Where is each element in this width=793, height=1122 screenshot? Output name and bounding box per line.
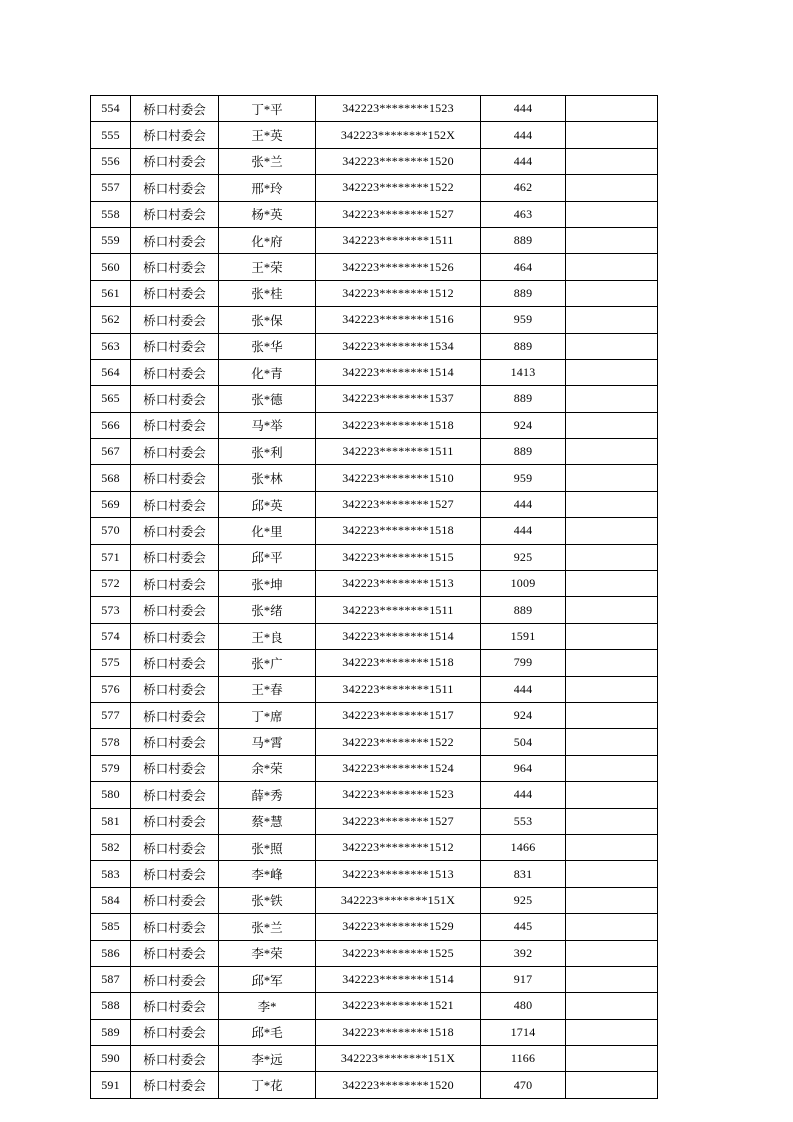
cell-no: 591 — [91, 1072, 131, 1098]
cell-org: 桥口村委会 — [131, 412, 219, 438]
cell-blank — [566, 808, 658, 834]
cell-no: 581 — [91, 808, 131, 834]
cell-blank — [566, 439, 658, 465]
cell-org: 桥口村委会 — [131, 650, 219, 676]
cell-no: 555 — [91, 122, 131, 148]
table-row — [91, 254, 658, 280]
cell-amount: 445 — [481, 914, 566, 940]
cell-name: 李* — [219, 993, 316, 1019]
cell-org: 桥口村委会 — [131, 280, 219, 306]
cell-blank — [566, 544, 658, 570]
cell-blank — [566, 280, 658, 306]
cell-no: 582 — [91, 834, 131, 860]
cell-amount: 1009 — [481, 571, 566, 597]
cell-amount: 1466 — [481, 834, 566, 860]
cell-id: 342223********1513 — [316, 861, 481, 887]
cell-org: 桥口村委会 — [131, 1019, 219, 1045]
cell-no: 573 — [91, 597, 131, 623]
cell-blank — [566, 993, 658, 1019]
cell-org: 桥口村委会 — [131, 544, 219, 570]
cell-id: 342223********1523 — [316, 782, 481, 808]
cell-name: 张*广 — [219, 650, 316, 676]
table-row — [91, 280, 658, 306]
table-row — [91, 122, 658, 148]
table-row — [91, 465, 658, 491]
table-row — [91, 227, 658, 253]
cell-org: 桥口村委会 — [131, 175, 219, 201]
cell-no: 565 — [91, 386, 131, 412]
table-row — [91, 96, 658, 122]
table-row — [91, 782, 658, 808]
cell-no: 567 — [91, 439, 131, 465]
cell-amount: 889 — [481, 439, 566, 465]
cell-org: 桥口村委会 — [131, 966, 219, 992]
table-row — [91, 175, 658, 201]
table-row — [91, 887, 658, 913]
table-row — [91, 623, 658, 649]
cell-org: 桥口村委会 — [131, 518, 219, 544]
table-row — [91, 1019, 658, 1045]
cell-blank — [566, 861, 658, 887]
cell-amount: 889 — [481, 227, 566, 253]
table-row — [91, 1046, 658, 1072]
cell-amount: 959 — [481, 465, 566, 491]
cell-amount: 444 — [481, 491, 566, 517]
cell-name: 张*利 — [219, 439, 316, 465]
cell-amount: 1413 — [481, 359, 566, 385]
beneficiary-table — [90, 95, 658, 1099]
cell-org: 桥口村委会 — [131, 887, 219, 913]
cell-amount: 889 — [481, 280, 566, 306]
cell-name: 薛*秀 — [219, 782, 316, 808]
cell-org: 桥口村委会 — [131, 676, 219, 702]
cell-no: 556 — [91, 148, 131, 174]
cell-name: 李*荣 — [219, 940, 316, 966]
cell-blank — [566, 1019, 658, 1045]
cell-amount: 444 — [481, 96, 566, 122]
cell-org: 桥口村委会 — [131, 1046, 219, 1072]
cell-name: 张*坤 — [219, 571, 316, 597]
cell-blank — [566, 175, 658, 201]
table-row — [91, 993, 658, 1019]
cell-name: 张*绪 — [219, 597, 316, 623]
cell-id: 342223********1514 — [316, 359, 481, 385]
cell-amount: 392 — [481, 940, 566, 966]
cell-no: 561 — [91, 280, 131, 306]
cell-id: 342223********1512 — [316, 280, 481, 306]
cell-no: 580 — [91, 782, 131, 808]
cell-no: 588 — [91, 993, 131, 1019]
cell-no: 557 — [91, 175, 131, 201]
cell-blank — [566, 333, 658, 359]
cell-amount: 462 — [481, 175, 566, 201]
cell-amount: 889 — [481, 333, 566, 359]
cell-blank — [566, 729, 658, 755]
cell-id: 342223********1529 — [316, 914, 481, 940]
table-row — [91, 386, 658, 412]
table-row — [91, 359, 658, 385]
cell-id: 342223********1510 — [316, 465, 481, 491]
cell-amount: 917 — [481, 966, 566, 992]
cell-name: 丁*席 — [219, 702, 316, 728]
cell-name: 张*林 — [219, 465, 316, 491]
cell-org: 桥口村委会 — [131, 96, 219, 122]
cell-blank — [566, 623, 658, 649]
cell-no: 554 — [91, 96, 131, 122]
cell-name: 余*荣 — [219, 755, 316, 781]
cell-blank — [566, 227, 658, 253]
cell-id: 342223********1518 — [316, 1019, 481, 1045]
cell-no: 583 — [91, 861, 131, 887]
cell-id: 342223********1520 — [316, 1072, 481, 1098]
cell-org: 桥口村委会 — [131, 702, 219, 728]
cell-blank — [566, 887, 658, 913]
cell-blank — [566, 307, 658, 333]
cell-no: 563 — [91, 333, 131, 359]
cell-org: 桥口村委会 — [131, 834, 219, 860]
table-row — [91, 201, 658, 227]
cell-blank — [566, 518, 658, 544]
cell-no: 578 — [91, 729, 131, 755]
cell-name: 王*英 — [219, 122, 316, 148]
table-row — [91, 491, 658, 517]
cell-id: 342223********1527 — [316, 808, 481, 834]
cell-amount: 444 — [481, 148, 566, 174]
cell-name: 丁*平 — [219, 96, 316, 122]
cell-amount: 470 — [481, 1072, 566, 1098]
table-row — [91, 755, 658, 781]
cell-org: 桥口村委会 — [131, 571, 219, 597]
cell-no: 562 — [91, 307, 131, 333]
cell-blank — [566, 254, 658, 280]
cell-id: 342223********1514 — [316, 966, 481, 992]
cell-name: 王*荣 — [219, 254, 316, 280]
cell-blank — [566, 834, 658, 860]
cell-amount: 553 — [481, 808, 566, 834]
cell-no: 586 — [91, 940, 131, 966]
cell-no: 585 — [91, 914, 131, 940]
cell-name: 张*保 — [219, 307, 316, 333]
cell-no: 564 — [91, 359, 131, 385]
cell-id: 342223********1524 — [316, 755, 481, 781]
cell-org: 桥口村委会 — [131, 597, 219, 623]
cell-amount: 444 — [481, 122, 566, 148]
cell-no: 560 — [91, 254, 131, 280]
cell-id: 342223********1525 — [316, 940, 481, 966]
table-row — [91, 729, 658, 755]
table-row — [91, 439, 658, 465]
table-row — [91, 412, 658, 438]
table-row — [91, 702, 658, 728]
cell-org: 桥口村委会 — [131, 755, 219, 781]
table-row — [91, 597, 658, 623]
cell-org: 桥口村委会 — [131, 227, 219, 253]
cell-name: 邱*英 — [219, 491, 316, 517]
cell-amount: 964 — [481, 755, 566, 781]
cell-org: 桥口村委会 — [131, 808, 219, 834]
cell-id: 342223********1513 — [316, 571, 481, 597]
cell-id: 342223********1511 — [316, 676, 481, 702]
table-body — [91, 96, 658, 1099]
cell-id: 342223********1516 — [316, 307, 481, 333]
cell-id: 342223********1522 — [316, 175, 481, 201]
cell-amount: 463 — [481, 201, 566, 227]
cell-id: 342223********1523 — [316, 96, 481, 122]
cell-id: 342223********1515 — [316, 544, 481, 570]
cell-org: 桥口村委会 — [131, 914, 219, 940]
cell-blank — [566, 412, 658, 438]
cell-name: 王*春 — [219, 676, 316, 702]
cell-no: 566 — [91, 412, 131, 438]
cell-amount: 831 — [481, 861, 566, 887]
cell-id: 342223********1511 — [316, 227, 481, 253]
cell-amount: 444 — [481, 518, 566, 544]
cell-name: 张*兰 — [219, 148, 316, 174]
cell-blank — [566, 122, 658, 148]
cell-amount: 444 — [481, 676, 566, 702]
table-row — [91, 1072, 658, 1098]
cell-no: 572 — [91, 571, 131, 597]
cell-amount: 925 — [481, 544, 566, 570]
cell-id: 342223********1517 — [316, 702, 481, 728]
cell-blank — [566, 96, 658, 122]
cell-org: 桥口村委会 — [131, 940, 219, 966]
cell-org: 桥口村委会 — [131, 993, 219, 1019]
cell-id: 342223********1534 — [316, 333, 481, 359]
table-row — [91, 307, 658, 333]
cell-blank — [566, 1072, 658, 1098]
cell-id: 342223********1526 — [316, 254, 481, 280]
table-row — [91, 966, 658, 992]
cell-org: 桥口村委会 — [131, 729, 219, 755]
cell-amount: 924 — [481, 702, 566, 728]
cell-org: 桥口村委会 — [131, 386, 219, 412]
cell-blank — [566, 201, 658, 227]
cell-org: 桥口村委会 — [131, 465, 219, 491]
cell-id: 342223********1522 — [316, 729, 481, 755]
cell-blank — [566, 676, 658, 702]
cell-id: 342223********151X — [316, 887, 481, 913]
table-row — [91, 333, 658, 359]
table-row — [91, 914, 658, 940]
cell-id: 342223********1518 — [316, 518, 481, 544]
cell-name: 张*照 — [219, 834, 316, 860]
cell-no: 571 — [91, 544, 131, 570]
cell-name: 邱*平 — [219, 544, 316, 570]
cell-org: 桥口村委会 — [131, 307, 219, 333]
cell-no: 559 — [91, 227, 131, 253]
cell-no: 569 — [91, 491, 131, 517]
cell-name: 李*远 — [219, 1046, 316, 1072]
cell-name: 蔡*慧 — [219, 808, 316, 834]
cell-no: 584 — [91, 887, 131, 913]
cell-amount: 504 — [481, 729, 566, 755]
cell-id: 342223********1511 — [316, 439, 481, 465]
cell-name: 化*里 — [219, 518, 316, 544]
cell-no: 579 — [91, 755, 131, 781]
cell-org: 桥口村委会 — [131, 148, 219, 174]
cell-no: 568 — [91, 465, 131, 491]
cell-amount: 924 — [481, 412, 566, 438]
cell-blank — [566, 782, 658, 808]
cell-blank — [566, 650, 658, 676]
cell-blank — [566, 597, 658, 623]
table-row — [91, 808, 658, 834]
table-row — [91, 834, 658, 860]
cell-org: 桥口村委会 — [131, 254, 219, 280]
cell-name: 邱*毛 — [219, 1019, 316, 1045]
cell-id: 342223********152X — [316, 122, 481, 148]
cell-org: 桥口村委会 — [131, 623, 219, 649]
table-row — [91, 861, 658, 887]
cell-org: 桥口村委会 — [131, 359, 219, 385]
cell-name: 化*青 — [219, 359, 316, 385]
table-row — [91, 518, 658, 544]
cell-org: 桥口村委会 — [131, 201, 219, 227]
cell-id: 342223********1521 — [316, 993, 481, 1019]
cell-amount: 1591 — [481, 623, 566, 649]
cell-blank — [566, 359, 658, 385]
table-row — [91, 148, 658, 174]
cell-name: 化*府 — [219, 227, 316, 253]
cell-no: 576 — [91, 676, 131, 702]
cell-id: 342223********1511 — [316, 597, 481, 623]
cell-org: 桥口村委会 — [131, 439, 219, 465]
cell-id: 342223********1527 — [316, 201, 481, 227]
cell-blank — [566, 914, 658, 940]
cell-blank — [566, 386, 658, 412]
cell-no: 570 — [91, 518, 131, 544]
cell-name: 张*兰 — [219, 914, 316, 940]
cell-blank — [566, 465, 658, 491]
cell-id: 342223********1520 — [316, 148, 481, 174]
cell-org: 桥口村委会 — [131, 861, 219, 887]
cell-amount: 480 — [481, 993, 566, 1019]
cell-name: 张*桂 — [219, 280, 316, 306]
cell-name: 邱*军 — [219, 966, 316, 992]
cell-blank — [566, 755, 658, 781]
cell-blank — [566, 491, 658, 517]
cell-blank — [566, 702, 658, 728]
cell-amount: 1166 — [481, 1046, 566, 1072]
cell-no: 558 — [91, 201, 131, 227]
cell-id: 342223********1518 — [316, 650, 481, 676]
table-row — [91, 650, 658, 676]
cell-name: 丁*花 — [219, 1072, 316, 1098]
table-row — [91, 544, 658, 570]
cell-amount: 464 — [481, 254, 566, 280]
cell-name: 马*举 — [219, 412, 316, 438]
cell-id: 342223********1512 — [316, 834, 481, 860]
cell-id: 342223********1514 — [316, 623, 481, 649]
cell-no: 575 — [91, 650, 131, 676]
cell-name: 李*峰 — [219, 861, 316, 887]
cell-no: 574 — [91, 623, 131, 649]
cell-amount: 959 — [481, 307, 566, 333]
cell-org: 桥口村委会 — [131, 122, 219, 148]
cell-org: 桥口村委会 — [131, 491, 219, 517]
cell-org: 桥口村委会 — [131, 333, 219, 359]
cell-id: 342223********1537 — [316, 386, 481, 412]
cell-amount: 799 — [481, 650, 566, 676]
cell-blank — [566, 571, 658, 597]
cell-amount: 925 — [481, 887, 566, 913]
cell-blank — [566, 940, 658, 966]
cell-name: 张*德 — [219, 386, 316, 412]
cell-blank — [566, 148, 658, 174]
cell-name: 王*良 — [219, 623, 316, 649]
cell-amount: 1714 — [481, 1019, 566, 1045]
cell-id: 342223********151X — [316, 1046, 481, 1072]
cell-no: 590 — [91, 1046, 131, 1072]
cell-name: 马*霄 — [219, 729, 316, 755]
table-row — [91, 940, 658, 966]
table-row — [91, 571, 658, 597]
cell-no: 589 — [91, 1019, 131, 1045]
cell-no: 577 — [91, 702, 131, 728]
cell-amount: 889 — [481, 386, 566, 412]
cell-id: 342223********1527 — [316, 491, 481, 517]
cell-no: 587 — [91, 966, 131, 992]
cell-org: 桥口村委会 — [131, 782, 219, 808]
cell-name: 杨*英 — [219, 201, 316, 227]
table-row — [91, 676, 658, 702]
cell-name: 张*华 — [219, 333, 316, 359]
cell-amount: 889 — [481, 597, 566, 623]
cell-name: 邢*玲 — [219, 175, 316, 201]
cell-blank — [566, 1046, 658, 1072]
cell-amount: 444 — [481, 782, 566, 808]
cell-blank — [566, 966, 658, 992]
cell-name: 张*铁 — [219, 887, 316, 913]
cell-id: 342223********1518 — [316, 412, 481, 438]
cell-org: 桥口村委会 — [131, 1072, 219, 1098]
